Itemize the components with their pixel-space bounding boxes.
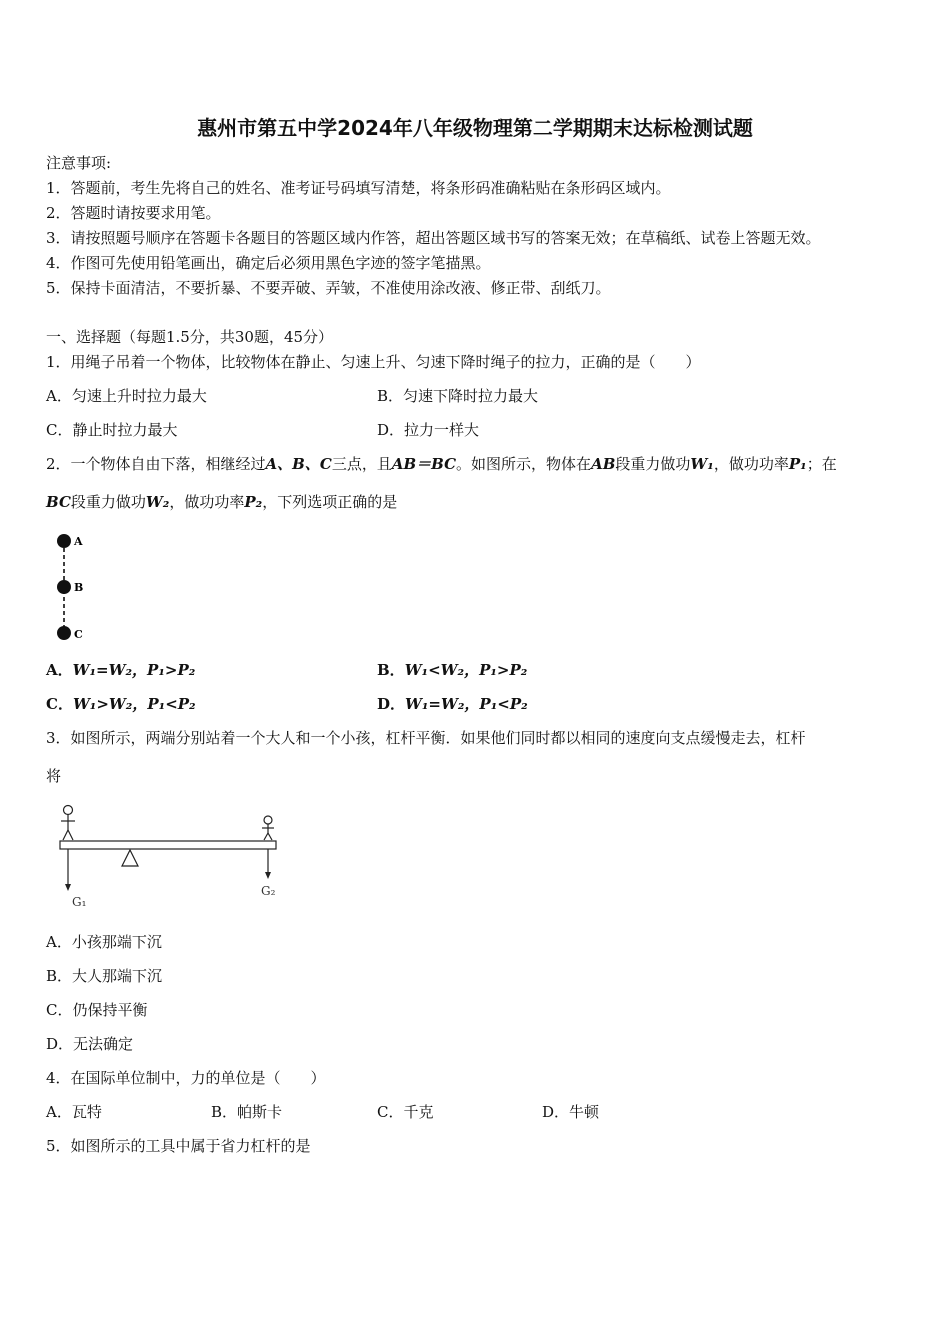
q2-text: ，做功功率 (169, 493, 245, 511)
q2-option-c-label: C． (46, 695, 73, 713)
q2-option-d-label: D． (377, 695, 406, 713)
g2-label: G₂ (261, 884, 276, 898)
section-heading: 一、选择题（每题1.5分，共30题，45分） (46, 328, 334, 346)
page-title: 惠州市第五中学2024年八年级物理第二学期期末达标检测试题 (197, 116, 753, 140)
q2-option-d-expr: W₁=W₂，P₁<P₂ (405, 695, 528, 713)
q2-text: 2．一个物体自由下落，相继经过 (46, 455, 266, 473)
q1-option-a: A．匀速上升时拉力最大 (46, 387, 207, 405)
fulcrum-triangle (122, 850, 138, 866)
q1-option-b: B．匀速下降时拉力最大 (377, 387, 539, 405)
child-figure (262, 816, 274, 840)
notice-item-1: 1．答题前，考生先将自己的姓名、准考证号码填写清楚，将条形码准确粘贴在条形码区域内。 (46, 179, 671, 197)
q2-points: A、B、C (265, 455, 332, 473)
q1-option-c: C．静止时拉力最大 (46, 421, 178, 439)
g1-arrowhead (65, 884, 71, 891)
q3-option-a: A．小孩那端下沉 (46, 933, 162, 951)
q2-text: 三点，且 (331, 455, 392, 473)
notice-heading: 注意事项: (46, 154, 112, 172)
q2-option-c (46, 693, 196, 714)
q2-option-b (377, 659, 527, 680)
q2-p2: P₂ (244, 493, 263, 511)
q2-p1: P₁ (788, 455, 807, 473)
q2-text: ，下列选项正确的是 (262, 493, 398, 511)
q2-text: 段重力做功 (615, 455, 691, 473)
q3-stem-line1: 3．如图所示，两端分别站着一个大人和一个小孩，杠杆平衡．如果他们同时都以相同的速度向支点缓慢走去，杠杆 (46, 729, 806, 747)
q2-option-a-label: A． (46, 661, 73, 679)
q1-option-d: D．拉力一样大 (377, 421, 480, 439)
q2-segment-ab: AB (591, 455, 616, 473)
q2-text: ；在 (806, 455, 837, 473)
q2-option-a (46, 659, 195, 680)
q2-option-d (377, 693, 528, 714)
q2-text: 段重力做功 (70, 493, 146, 511)
q2-stem-line2 (46, 491, 397, 512)
q3-option-b: B．大人那端下沉 (46, 967, 163, 985)
q3-option-d: D．无法确定 (46, 1035, 134, 1053)
point-a-dot (57, 534, 71, 548)
q2-stem-line1 (46, 453, 837, 474)
q3-lever-figure (54, 800, 290, 912)
q2-segment-bc: BC (46, 493, 71, 511)
q1-stem: 1．用绳子吊着一个物体，比较物体在静止、匀速上升、匀速下降时绳子的拉力，正确的是（ ） (46, 353, 701, 371)
q2-option-b-label: B． (377, 661, 405, 679)
q2-text: ，做功功率 (713, 455, 789, 473)
point-a-label: A (74, 535, 83, 548)
q5-stem: 5．如图所示的工具中属于省力杠杆的是 (46, 1137, 311, 1155)
q4-option-d: D．牛顿 (542, 1103, 600, 1121)
q2-option-a-expr: W₁=W₂，P₁>P₂ (72, 661, 196, 679)
notice-item-4: 4．作图可先使用铅笔画出，确定后必须用黑色字迹的签字笔描黑。 (46, 254, 491, 272)
point-c-dot (57, 626, 71, 640)
q4-option-b: B．帕斯卡 (211, 1103, 283, 1121)
point-b-label: B (74, 581, 84, 594)
q2-w2: W₂ (145, 493, 170, 511)
q4-stem: 4．在国际单位制中，力的单位是（ ） (46, 1069, 326, 1087)
q2-option-b-expr: W₁<W₂，P₁>P₂ (404, 661, 528, 679)
q2-falling-object-figure (50, 528, 110, 646)
lever-bar (60, 841, 276, 849)
point-c-label: C (74, 628, 83, 641)
notice-item-5: 5．保持卡面清洁，不要折暴、不要弄破、弄皱，不准使用涂改液、修正带、刮纸刀。 (46, 279, 611, 297)
q4-option-c: C．千克 (377, 1103, 434, 1121)
g1-label: G₁ (72, 895, 87, 909)
q2-option-c-expr: W₁>W₂，P₁<P₂ (72, 695, 196, 713)
q2-w1: W₁ (690, 455, 714, 473)
q2-text: 。如图所示，物体在 (456, 455, 592, 473)
q3-option-c: C．仍保持平衡 (46, 1001, 148, 1019)
notice-item-3: 3．请按照题号顺序在答题卡各题目的答题区域内作答，超出答题区域书写的答案无效；在草稿纸、试卷上答题无效。 (46, 229, 821, 247)
notice-item-2: 2．答题时请按要求用笔。 (46, 204, 221, 222)
q2-equation: AB＝BC (391, 455, 457, 473)
g2-arrowhead (265, 872, 271, 879)
q3-stem-line2: 将 (46, 767, 62, 785)
q4-option-a: A．瓦特 (46, 1103, 102, 1121)
point-b-dot (57, 580, 71, 594)
adult-figure (61, 806, 75, 841)
